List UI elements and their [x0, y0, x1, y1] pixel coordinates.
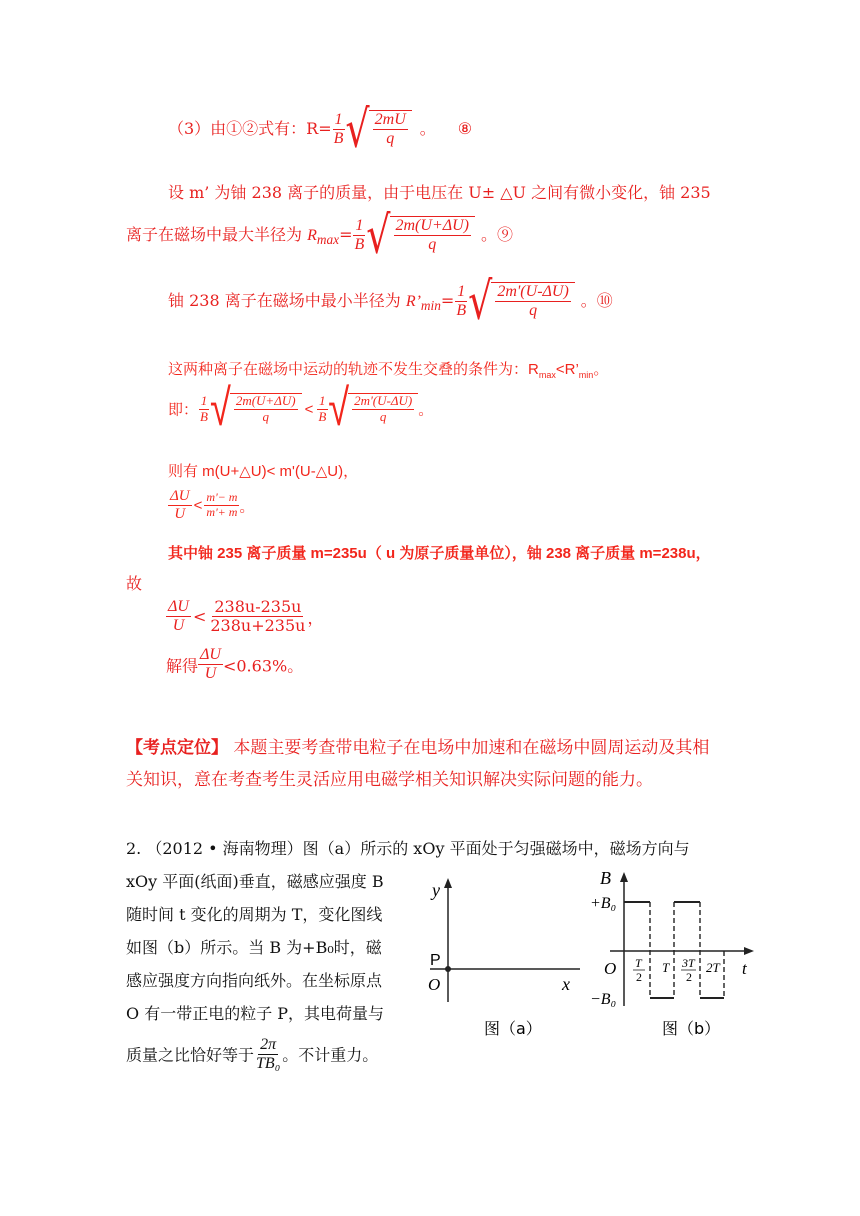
m-prime-paragraph: 设 m’ 为铀 238 离子的质量，由于电压在 U± △U 之间有微小变化，铀 235 — [168, 183, 711, 202]
mass-line: 其中铀 235 离子质量 m=235u（ u 为原子质量单位），铀 238 离子质量 m=238u， — [168, 545, 711, 562]
kaodian-paragraph: 【考点定位】 本题主要考查带电粒子在电场中加速和在磁场中圆周运动及其相 关知识，意在考查考生灵活应用电磁学相关知识解决实际问题的能力。 — [126, 738, 710, 790]
one-over-b: $\frac{1}{B}$ — [333, 110, 344, 147]
r-max-line: 离子在磁场中最大半径为 $R_{max}=$ $\frac{1}{B}$ √ $\frac{2m(U+\Delta U)}{q}$ 。⑨ — [126, 205, 514, 266]
fig-a-o-label: O — [428, 975, 441, 994]
eq-radius-line: （3）由①②式有：R= $\frac{1}{B}$ √ $\frac{2mU}{q}$ 。 ⑧ — [168, 99, 473, 160]
condition-line: 这两种离子在磁场中运动的轨迹不发生交叠的条件为：$R_{max}<R’_{min}$。 — [168, 361, 609, 380]
therefore-text: 故 — [126, 574, 143, 593]
fig-a-caption: 图（a） — [484, 1019, 542, 1038]
svg-text:T: T — [635, 956, 642, 970]
svg-text:3T: 3T — [682, 956, 695, 970]
svg-text:+B₀: +B₀ — [590, 895, 617, 912]
result-line: 解得 $\frac{\Delta U}{U}$ <0.63%。 — [166, 646, 304, 683]
svg-text:2: 2 — [636, 970, 642, 984]
svg-text:O: O — [604, 959, 617, 978]
svg-text:T: T — [662, 960, 670, 975]
svg-text:2: 2 — [686, 970, 692, 984]
ratio2-line: $\frac{\Delta U}{U}$ < $\frac{238u-235u}{238u+235u}$ ， — [168, 597, 324, 636]
figure-b — [590, 862, 760, 1052]
svg-text:t: t — [742, 959, 747, 978]
eq-mark-8: ⑧ — [457, 118, 473, 138]
fig-b-caption: 图（b） — [662, 1019, 721, 1038]
kaodian-label: 【考点定位】 — [126, 738, 228, 758]
r-min-line: 铀 238 离子在磁场中最小半径为 $R’_{min}=$ $\frac{1}{B}$ √ $\frac{2m'(U-\Delta U)}{q}$ 。⑩ — [168, 271, 613, 332]
svg-text:2T: 2T — [706, 960, 720, 975]
ratio-line: $\frac{\Delta U}{U}$ < $\frac{m'- m}{m'+ m}$ 。 — [170, 488, 255, 523]
y-axis-arrow — [444, 878, 452, 888]
svg-text:−B₀: −B₀ — [590, 991, 617, 1008]
particle-p — [445, 966, 451, 972]
then-line: 则有 m(U+△U)< m'(U-△U)， — [168, 463, 359, 480]
svg-text:B: B — [600, 868, 611, 888]
question-2: 2. （2012 • 海南物理）图（a）所示的 xOy 平面处于匀强磁场中，磁场方向与 xOy 平面(纸面)垂直，磁感应强度 B 随时间 t 变化的周期为 T，变化图线 如图（b）所示。当 B 为+B₀时，磁 感应强度方向指向纸外。在坐标原点 O 有一带正电的粒子 P，其电荷量与 质量之比恰好等于 $\frac{2\pi}{\text{TB₀}}$ 。不计重力。 — [126, 839, 690, 1073]
fig-a-x-label: x — [562, 974, 570, 994]
eq-radius-prefix: （3）由①②式有：R= — [168, 118, 332, 138]
sqrt-2mu-q: √ $\frac{2mU}{q}$ — [345, 110, 411, 149]
inequality-line: 即： $\frac{1}{B}$ √ $\frac{2m(U+\Delta U)}{q}$ < $\frac{1}{B}$ √ $\frac{2m'(U-\Delta U)}{q}$ 。 — [168, 380, 434, 438]
figure-a — [410, 872, 590, 1052]
fig-a-p-label: P — [430, 952, 441, 969]
fig-a-y-label: y — [432, 880, 440, 900]
